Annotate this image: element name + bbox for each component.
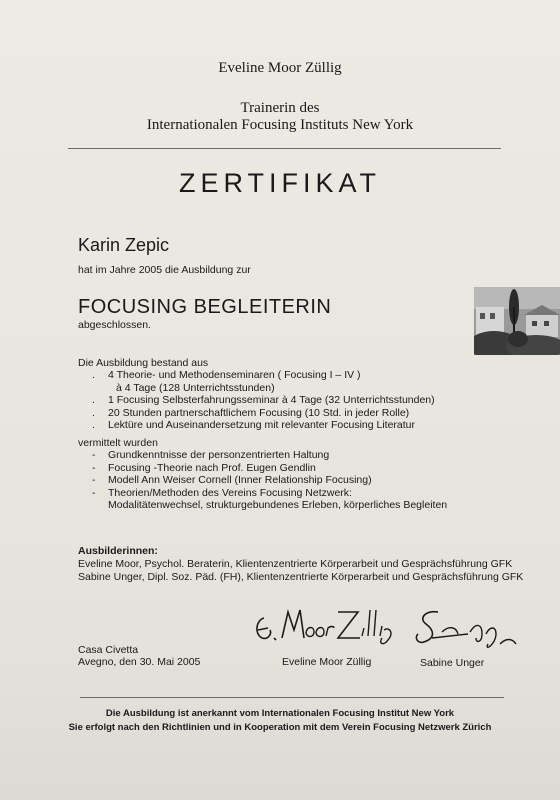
qualification-completed: abgeschlossen. <box>78 319 151 331</box>
list-item: . 4 Theorie- und Methodenseminaren ( Focusing I – IV ) à 4 Tage (128 Unterrichtsstunden) <box>92 369 361 394</box>
list-item: - Theorien/Methoden des Vereins Focusing Netzwerk: Modalitätenwechsel, strukturgebundenes Erleben, körperliches Begleiten <box>92 486 448 511</box>
signature-label-sabine: Sabine Unger <box>420 657 485 669</box>
venue-photo <box>474 287 560 355</box>
training-intro: Die Ausbildung bestand aus <box>78 357 209 369</box>
trainers-heading: Ausbilderinnen: <box>78 545 158 557</box>
issuer-role-line2: Internationalen Focusing Instituts New York <box>146 117 414 133</box>
list-item: . 1 Focusing Selbsterfahrungsseminar à 4 Tage (32 Unterrichtsstunden) <box>92 394 435 406</box>
list-item: - Modell Ann Weiser Cornell (Inner Relationship Focusing) <box>92 474 372 486</box>
trainer-line-2: Sabine Unger, Dipl. Soz. Päd. (FH), Klientenzentrierte Körperarbeit und Gesprächsführung GFK <box>78 571 524 583</box>
taught-list <box>92 449 492 512</box>
certificate-title: ZERTIFIKAT <box>178 168 381 198</box>
signature-label-eveline: Eveline Moor Züllig <box>282 656 372 668</box>
list-item: - Grundkenntnisse der personzentrierten Haltung <box>92 449 330 461</box>
training-list <box>92 369 472 432</box>
place-date: Avegno, den 30. Mai 2005 <box>78 656 201 668</box>
issuer-role-line1: Trainerin des <box>240 100 320 116</box>
venue-name: Casa Civetta <box>78 644 139 656</box>
issuer-name: Eveline Moor Züllig <box>218 60 342 76</box>
footer-divider <box>80 697 504 698</box>
signature-eveline-moor-zuellig <box>250 600 400 648</box>
qualification-name: FOCUSING BEGLEITERIN <box>78 296 332 318</box>
footer-line-1: Die Ausbildung ist anerkannt vom Internationalen Focusing Institut New York <box>105 708 455 719</box>
trainer-line-1: Eveline Moor, Psychol. Beraterin, Klientenzentrierte Körperarbeit und Gesprächsführung GFK <box>78 558 513 570</box>
header-divider <box>68 148 501 149</box>
recipient-statement: hat im Jahre 2005 die Ausbildung zur <box>78 264 251 276</box>
signature-sabine-unger <box>412 604 522 656</box>
list-item: . 20 Stunden partnerschaftlichem Focusing (10 Std. in jeder Rolle) <box>92 406 410 419</box>
taught-intro: vermittelt wurden <box>78 437 158 449</box>
recipient-name: Karin Zepic <box>78 235 170 255</box>
list-item: - Focusing -Theorie nach Prof. Eugen Gendlin <box>92 461 316 474</box>
list-item: . Lektüre und Auseinandersetzung mit relevanter Focusing Literatur <box>92 419 416 431</box>
footer-line-2: Sie erfolgt nach den Richtlinien und in Kooperation mit dem Verein Focusing Netzwerk Zürich <box>68 722 492 733</box>
